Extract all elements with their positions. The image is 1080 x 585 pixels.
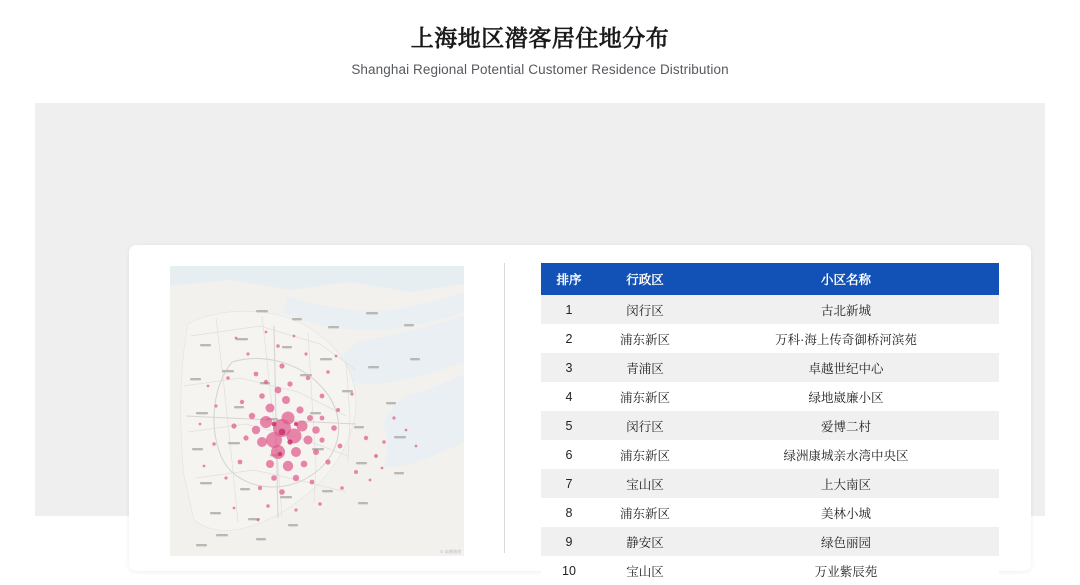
table-row xyxy=(541,556,999,585)
cell-rank: 9 xyxy=(565,534,573,549)
distribution-map[interactable] xyxy=(170,266,464,556)
cell-rank: 3 xyxy=(565,360,573,375)
cell-community: 美林小城 xyxy=(820,506,871,521)
cell-community: 古北新城 xyxy=(820,303,871,318)
cell-district: 宝山区 xyxy=(626,477,664,492)
cell-rank: 6 xyxy=(565,447,573,462)
cell-community: 卓越世纪中心 xyxy=(808,361,884,376)
table-row xyxy=(541,295,999,324)
cell-rank: 1 xyxy=(565,302,573,317)
table-row xyxy=(541,324,999,353)
col-rank: 排序 xyxy=(541,263,597,295)
cell-community: 万业紫辰苑 xyxy=(814,564,878,579)
cell-rank: 4 xyxy=(565,389,573,404)
cell-community: 万科·海上传奇御桥河滨苑 xyxy=(775,332,917,347)
content-stage xyxy=(35,103,1045,579)
map-attribution: © 高德地图 xyxy=(440,549,462,554)
page-subtitle: Shanghai Regional Potential Customer Residence Distribution xyxy=(351,61,729,77)
cell-district: 浦东新区 xyxy=(619,390,670,405)
table-head xyxy=(541,263,999,295)
table-body xyxy=(541,295,999,585)
content-card xyxy=(129,245,1031,579)
cell-rank: 7 xyxy=(565,476,573,491)
cell-rank: 10 xyxy=(562,563,576,578)
cell-rank: 2 xyxy=(565,331,573,346)
ranking-table xyxy=(541,263,999,585)
cell-district: 浦东新区 xyxy=(619,448,670,463)
cell-community: 绿地崴廉小区 xyxy=(808,390,884,405)
map-pane xyxy=(129,245,504,571)
cell-district: 浦东新区 xyxy=(619,506,670,521)
col-community: 小区名称 xyxy=(693,263,999,295)
table-row xyxy=(541,411,999,440)
cell-district: 闵行区 xyxy=(626,419,664,434)
page-header xyxy=(0,0,1080,77)
cell-district: 静安区 xyxy=(626,535,664,550)
table-pane xyxy=(505,245,1031,579)
cell-district: 宝山区 xyxy=(626,564,664,579)
table-row xyxy=(541,527,999,556)
cell-rank: 8 xyxy=(565,505,573,520)
cell-district: 青浦区 xyxy=(626,361,664,376)
cell-rank: 5 xyxy=(565,418,573,433)
table-header-row xyxy=(541,263,999,295)
table-row xyxy=(541,498,999,527)
page-title: 上海地区潜客居住地分布 xyxy=(410,25,670,51)
col-district: 行政区 xyxy=(597,263,693,295)
cell-community: 上大南区 xyxy=(820,477,871,492)
table-row xyxy=(541,440,999,469)
table-row xyxy=(541,382,999,411)
table-row xyxy=(541,469,999,498)
cell-district: 浦东新区 xyxy=(619,332,670,347)
table-row xyxy=(541,353,999,382)
map-svg xyxy=(170,266,464,556)
cell-community: 爱博二村 xyxy=(820,419,871,434)
cell-community: 绿洲康城亲水湾中央区 xyxy=(783,448,909,463)
cell-community: 绿色丽园 xyxy=(820,535,871,550)
cell-district: 闵行区 xyxy=(626,303,664,318)
